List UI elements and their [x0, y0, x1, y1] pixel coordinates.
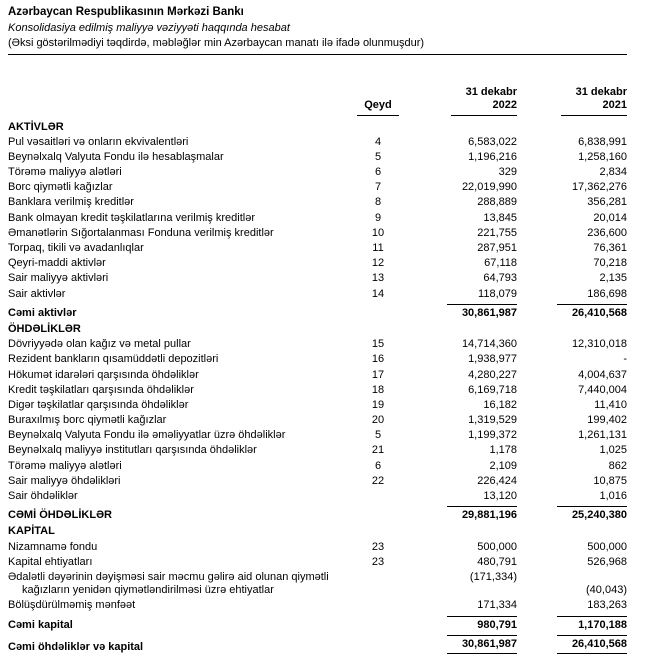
row-note: 21 — [371, 444, 385, 457]
row-note — [354, 633, 402, 655]
row-label: Pul vəsaitləri və onların ekvivalentləri — [8, 135, 189, 148]
total-value-2022: 30,861,987 — [447, 304, 517, 320]
statement-row — [8, 241, 627, 256]
row-value-2021: 70,218 — [593, 257, 627, 270]
row-value-2021 — [517, 614, 627, 633]
bank-name: Azərbaycan Respublikasının Mərkəzi Bankı — [8, 6, 244, 18]
row-value-2021: 1,261,131 — [578, 429, 627, 442]
row-value-2021 — [517, 302, 627, 321]
statement-table-body — [8, 119, 627, 655]
row-note: 10 — [371, 226, 385, 239]
statement-row — [8, 540, 627, 555]
row-value-2022: 118,079 — [478, 287, 517, 300]
row-label: Sair öhdəliklər — [8, 490, 78, 503]
row-note: 20 — [371, 414, 385, 427]
row-value-2022: 171,334 — [477, 599, 517, 612]
row-value-2022: 1,196,216 — [468, 150, 517, 163]
row-value-2021: 2,135 — [599, 272, 627, 285]
table-header-row — [8, 85, 627, 118]
row-value-2022: 13,845 — [483, 211, 517, 224]
document-header — [8, 6, 627, 55]
row-note: 17 — [371, 368, 385, 381]
row-value-2021: 4,004,637 — [578, 368, 627, 381]
statement-row — [8, 413, 627, 428]
row-label: Buraxılmış borc qiymətli kağızlar — [8, 414, 167, 427]
row-value-2022: 480,791 — [477, 555, 517, 568]
row-label: CƏMİ ÖHDƏLİKLƏR — [8, 509, 113, 522]
section-header-row — [8, 523, 627, 539]
row-note: 9 — [374, 211, 382, 224]
row-value-2022 — [402, 302, 517, 321]
row-note: 22 — [371, 474, 385, 487]
measurement-note: (Əksi göstərilmədiyi təqdirdə, məbləğlər min Azərbaycan manatı ilə ifadə olunmuşdur) — [8, 36, 425, 49]
row-note: 14 — [371, 287, 385, 300]
total-value-2021: 1,170,188 — [557, 616, 627, 632]
row-value-2021: 236,600 — [587, 226, 627, 239]
statement-row — [8, 337, 627, 352]
row-value-2022: (171,334) — [469, 570, 517, 583]
statement-row — [8, 180, 627, 195]
row-note: 5 — [374, 429, 382, 442]
row-note: 6 — [374, 166, 382, 179]
row-note — [354, 504, 402, 523]
statement-row — [8, 256, 627, 271]
row-value-2021: 862 — [608, 459, 627, 472]
row-note: 8 — [374, 196, 382, 209]
statement-row — [8, 598, 627, 613]
row-value-2022: 221,755 — [477, 226, 517, 239]
row-label: Ədalətli dəyərinin dəyişməsi sair məcmu gəlirə aid olunan qiymətli kağızların yenidən qiymətləndirilməsi üzrə ehtiyatlar — [8, 570, 329, 597]
total-row — [8, 504, 627, 523]
row-value-2021: 199,402 — [587, 414, 627, 427]
statement-row — [8, 398, 627, 413]
statement-row — [8, 211, 627, 226]
row-value-2022: 4,280,227 — [468, 368, 517, 381]
statement-row — [8, 226, 627, 241]
row-value-2021: (40,043) — [586, 584, 627, 597]
total-row — [8, 633, 627, 655]
row-value-2022: 1,178 — [489, 444, 517, 457]
column-header-2022-line2: 2022 — [492, 99, 517, 112]
row-label: Cəmi öhdəliklər və kapital — [8, 640, 144, 653]
row-note: 23 — [371, 555, 385, 568]
total-value-2022: 29,881,196 — [447, 506, 517, 522]
row-label: Banklara verilmiş kreditlər — [8, 196, 134, 209]
row-value-2022: 13,120 — [483, 490, 517, 503]
row-label: Sair aktivlər — [8, 287, 66, 300]
row-value-2022: 2,109 — [489, 459, 517, 472]
row-value-2021: 10,875 — [593, 474, 627, 487]
row-note — [354, 598, 402, 613]
row-label: Kredit təşkilatları qarşısında öhdəliklər — [8, 383, 194, 396]
row-value-2022: 287,951 — [477, 242, 517, 255]
row-value-2021: 356,281 — [587, 196, 627, 209]
section-title: KAPİTAL — [8, 525, 55, 538]
row-value-2022: 288,889 — [477, 196, 517, 209]
header-divider — [8, 54, 627, 55]
row-label: Kapital ehtiyatları — [8, 555, 93, 568]
column-header-2022-line1: 31 dekabr — [465, 86, 517, 99]
row-label: Nizamnamə fondu — [8, 540, 98, 553]
row-value-2021: 1,258,160 — [578, 150, 627, 163]
row-value-2021: 186,698 — [587, 287, 627, 300]
statement-row — [8, 135, 627, 150]
row-label: Borc qiymətli kağızlar — [8, 181, 113, 194]
section-header-row — [8, 119, 627, 135]
row-value-2022 — [402, 504, 517, 523]
row-value-2021: 7,440,004 — [578, 383, 627, 396]
statement-table — [8, 85, 627, 655]
statement-row — [8, 474, 627, 489]
row-note: 7 — [374, 181, 382, 194]
row-label: Qeyri-maddi aktivlər — [8, 257, 106, 270]
row-value-2021: 526,968 — [587, 555, 627, 568]
statement-row — [8, 443, 627, 458]
row-note — [354, 614, 402, 633]
statement-row — [8, 428, 627, 443]
row-label: Sair maliyyə öhdəlikləri — [8, 474, 121, 487]
statement-row — [8, 287, 627, 302]
row-value-2021: 1,016 — [599, 490, 627, 503]
row-label: Cəmi kapital — [8, 618, 73, 631]
total-row — [8, 614, 627, 633]
row-value-2022: 6,169,718 — [468, 383, 517, 396]
row-value-2022 — [402, 633, 517, 655]
row-value-2022: 67,118 — [484, 257, 517, 270]
row-value-2021: 500,000 — [587, 540, 627, 553]
row-value-2021: 183,263 — [587, 599, 627, 612]
row-label: Beynəlxalq Valyuta Fondu ilə əməliyyatlar üzrə öhdəliklər — [8, 429, 286, 442]
total-value-2021: 26,410,568 — [557, 304, 627, 320]
row-value-2021: 2,834 — [599, 166, 627, 179]
row-value-2022: 1,938,977 — [468, 353, 517, 366]
row-label: Sair maliyyə aktivləri — [8, 272, 109, 285]
column-header-2022 — [402, 85, 517, 118]
row-note: 11 — [372, 242, 384, 255]
row-label: Digər təşkilatlar qarşısında öhdəliklər — [8, 398, 189, 411]
row-label: Torpaq, tikili və avadanlıqlar — [8, 242, 144, 255]
row-value-2022: 22,019,990 — [461, 181, 517, 194]
row-value-2021: 11,410 — [594, 398, 627, 411]
row-label: Hökumət idarələri qarşısında öhdəliklər — [8, 368, 199, 381]
row-note: 6 — [374, 459, 382, 472]
total-value-2022: 30,861,987 — [447, 635, 517, 654]
row-note: 5 — [374, 150, 382, 163]
row-note — [354, 302, 402, 321]
row-value-2022 — [402, 614, 517, 633]
column-header-2021 — [517, 85, 627, 118]
statement-row — [8, 352, 627, 367]
statement-row — [8, 368, 627, 383]
statement-row — [8, 459, 627, 474]
row-label: Beynəlxalq maliyyə institutları qarşısında öhdəliklər — [8, 444, 257, 457]
section-header-row — [8, 321, 627, 337]
column-header-2021-line1: 31 dekabr — [575, 86, 627, 99]
row-value-2021: 76,361 — [593, 242, 627, 255]
statement-row — [8, 150, 627, 165]
column-header-note — [354, 85, 402, 118]
statement-row — [8, 383, 627, 398]
row-value-2021: 17,362,276 — [571, 181, 627, 194]
row-label: Bölüşdürülməmiş mənfəət — [8, 599, 136, 612]
row-value-2022: 329 — [498, 166, 517, 179]
row-note: 12 — [371, 257, 385, 270]
total-value-2021: 26,410,568 — [557, 635, 627, 654]
row-label: Beynəlxalq Valyuta Fondu ilə hesablaşmalar — [8, 150, 224, 163]
row-value-2021: - — [623, 353, 627, 366]
row-value-2021: 6,838,991 — [578, 135, 627, 148]
total-value-2021: 25,240,380 — [557, 506, 627, 522]
row-value-2022: 64,793 — [483, 272, 517, 285]
row-note: 18 — [371, 383, 385, 396]
row-label: Rezident bankların qısamüddətli depozitləri — [8, 353, 219, 366]
row-label: Əmanətlərin Sığortalanması Fonduna verilmiş kreditlər — [8, 226, 274, 239]
row-value-2022: 226,424 — [477, 474, 517, 487]
statement-row — [8, 195, 627, 210]
row-note: 15 — [371, 338, 385, 351]
row-note: 16 — [371, 353, 385, 366]
section-title: ÖHDƏLİKLƏR — [8, 322, 81, 335]
row-note: 23 — [371, 540, 385, 553]
statement-row — [8, 489, 627, 504]
row-label: Törəmə maliyyə alətləri — [8, 166, 122, 179]
row-note: 13 — [371, 272, 385, 285]
statement-row — [8, 271, 627, 286]
row-value-2022: 16,182 — [483, 398, 517, 411]
report-title: Konsolidasiya edilmiş maliyyə vəziyyəti haqqında hesabat — [8, 21, 290, 34]
row-value-2021: 20,014 — [593, 211, 627, 224]
row-label: Törəmə maliyyə alətləri — [8, 459, 122, 472]
statement-row — [8, 555, 627, 570]
statement-row — [8, 570, 627, 598]
row-value-2022: 6,583,022 — [468, 135, 517, 148]
row-value-2021 — [517, 633, 627, 655]
total-row — [8, 302, 627, 321]
row-note: 4 — [374, 135, 382, 148]
statement-row — [8, 165, 627, 180]
row-value-2022: 1,319,529 — [468, 414, 517, 427]
row-value-2021 — [517, 504, 627, 523]
row-value-2022: 500,000 — [477, 540, 517, 553]
row-value-2021: 1,025 — [599, 444, 627, 457]
row-value-2021: 12,310,018 — [571, 338, 627, 351]
row-value-2022: 14,714,360 — [461, 338, 517, 351]
total-value-2022: 980,791 — [447, 616, 517, 632]
row-label: Cəmi aktivlər — [8, 306, 77, 319]
row-note — [354, 570, 402, 598]
row-label: Dövriyyədə olan kağız və metal pullar — [8, 338, 191, 351]
column-header-2021-line2: 2021 — [602, 99, 627, 112]
row-note: 19 — [371, 398, 385, 411]
column-header-note-label: Qeyd — [357, 99, 399, 115]
section-title: AKTİVLƏR — [8, 120, 64, 133]
header-spacer — [8, 85, 354, 118]
row-note — [354, 489, 402, 504]
row-label: Bank olmayan kredit təşkilatlarına verilmiş kreditlər — [8, 211, 255, 224]
row-value-2022: 1,199,372 — [468, 429, 517, 442]
